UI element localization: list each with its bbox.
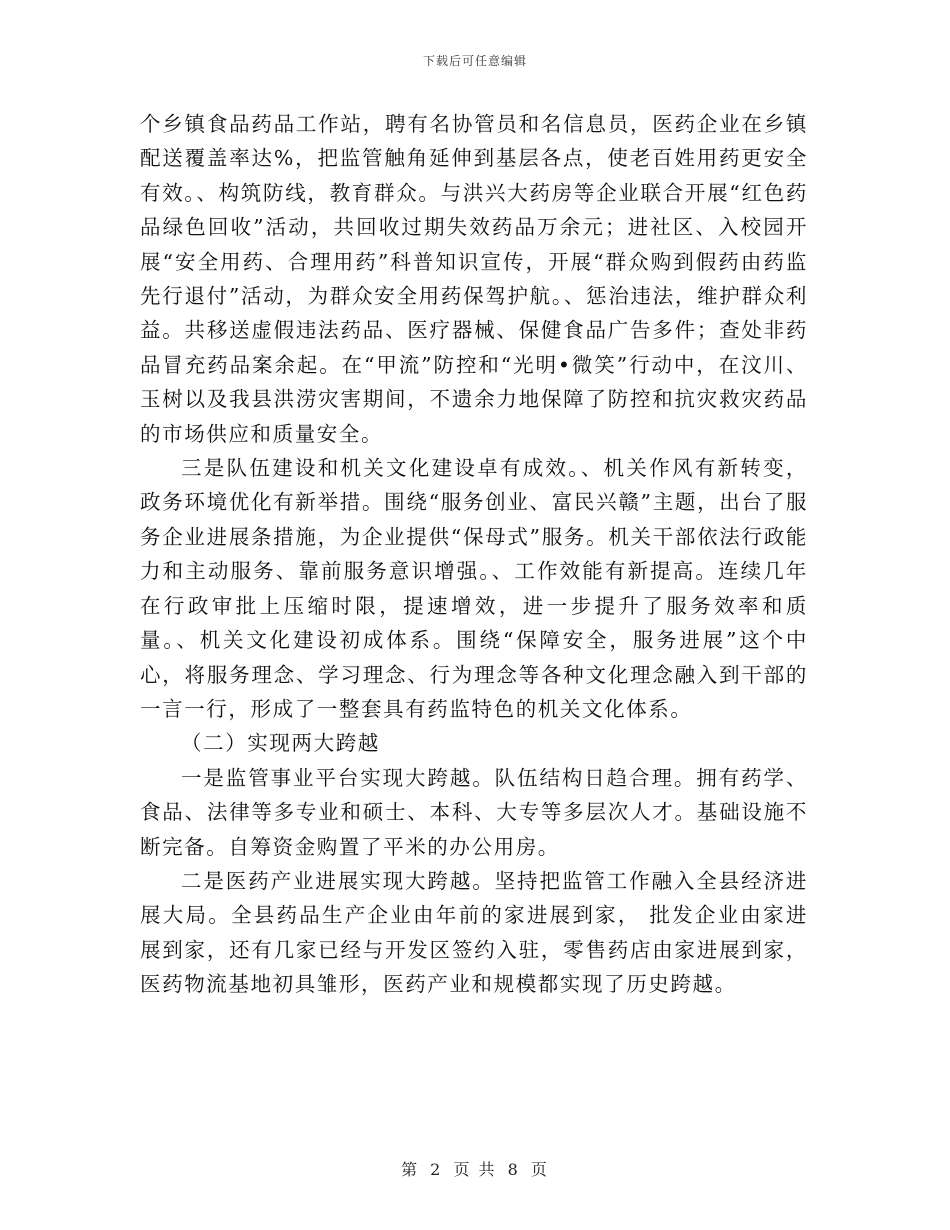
paragraph-platform-leap: 一是监管事业平台实现大跨越。队伍结构日趋合理。拥有药学、食品、法律等多专业和硕士、本科、大专等多层次人才。基础设施不断完备。自筹资金购置了平米的办公用房。 xyxy=(140,765,808,859)
section-heading: （二）实现两大跨越 xyxy=(181,731,380,756)
footer-label-end: 页 xyxy=(530,1160,549,1179)
footer-total-pages: 8 xyxy=(507,1160,520,1179)
paragraph-industry-leap: 二是医药产业进展实现大跨越。坚持把监管工作融入全县经济进展大局。全县药品生产企业由年前的家进展到家， 批发企业由家进展到家，还有几家已经与开发区签约入驻，零售药店由家进展到家，医药物流基地初具雏形，医药产业和规模都实现了历史跨越。 xyxy=(140,868,808,997)
footer-current-page: 2 xyxy=(430,1160,443,1179)
paragraph-team-building: 三是队伍建设和机关文化建设卓有成效。、机关作风有新转变，政务环境优化有新举措。围绕“服务创业、富民兴赣”主题，出台了服务企业进展条措施，为企业提供“保母式”服务。机关干部依法行政能力和主动服务、靠前服务意识增强。、工作效能有新提高。连续几年在行政审批上压缩时限，提速增效，进一步提升了服务效率和质量。、机关文化建设初成体系。围绕“保障安全，服务进展”这个中心，将服务理念、学习理念、行为理念等各种文化理念融入到干部的一言一行，形成了一整套具有药监特色的机关文化体系。 xyxy=(140,456,808,721)
paragraph-continued: 个乡镇食品药品工作站，聘有名协管员和名信息员，医药企业在乡镇配送覆盖率达%，把监管触角延伸到基层各点，使老百姓用药更安全有效。、构筑防线，教育群众。与洪兴大药房等企业联合开展“红色药品绿色回收”活动，共回收过期失效药品万余元；进社区、入校园开展“安全用药、合理用药”科普知识宣传，开展“群众购到假药由药监先行退付”活动，为群众安全用药保驾护航。、惩治违法，维护群众利益。共移送虚假违法药品、医疗器械、保健食品广告多件；查处非药品冒充药品案余起。在“甲流”防控和“光明•微笑”行动中，在汶川、玉树以及我县洪涝灾害期间，不遗余力地保障了防控和抗灾救灾药品的市场供应和质量安全。 xyxy=(140,112,808,446)
page-footer xyxy=(0,1157,950,1180)
document-body xyxy=(140,107,808,1002)
footer-label-of: 页 共 xyxy=(453,1160,497,1179)
page-header-note: 下载后可任意编辑 xyxy=(422,54,527,68)
footer-label-page: 第 xyxy=(401,1160,420,1179)
